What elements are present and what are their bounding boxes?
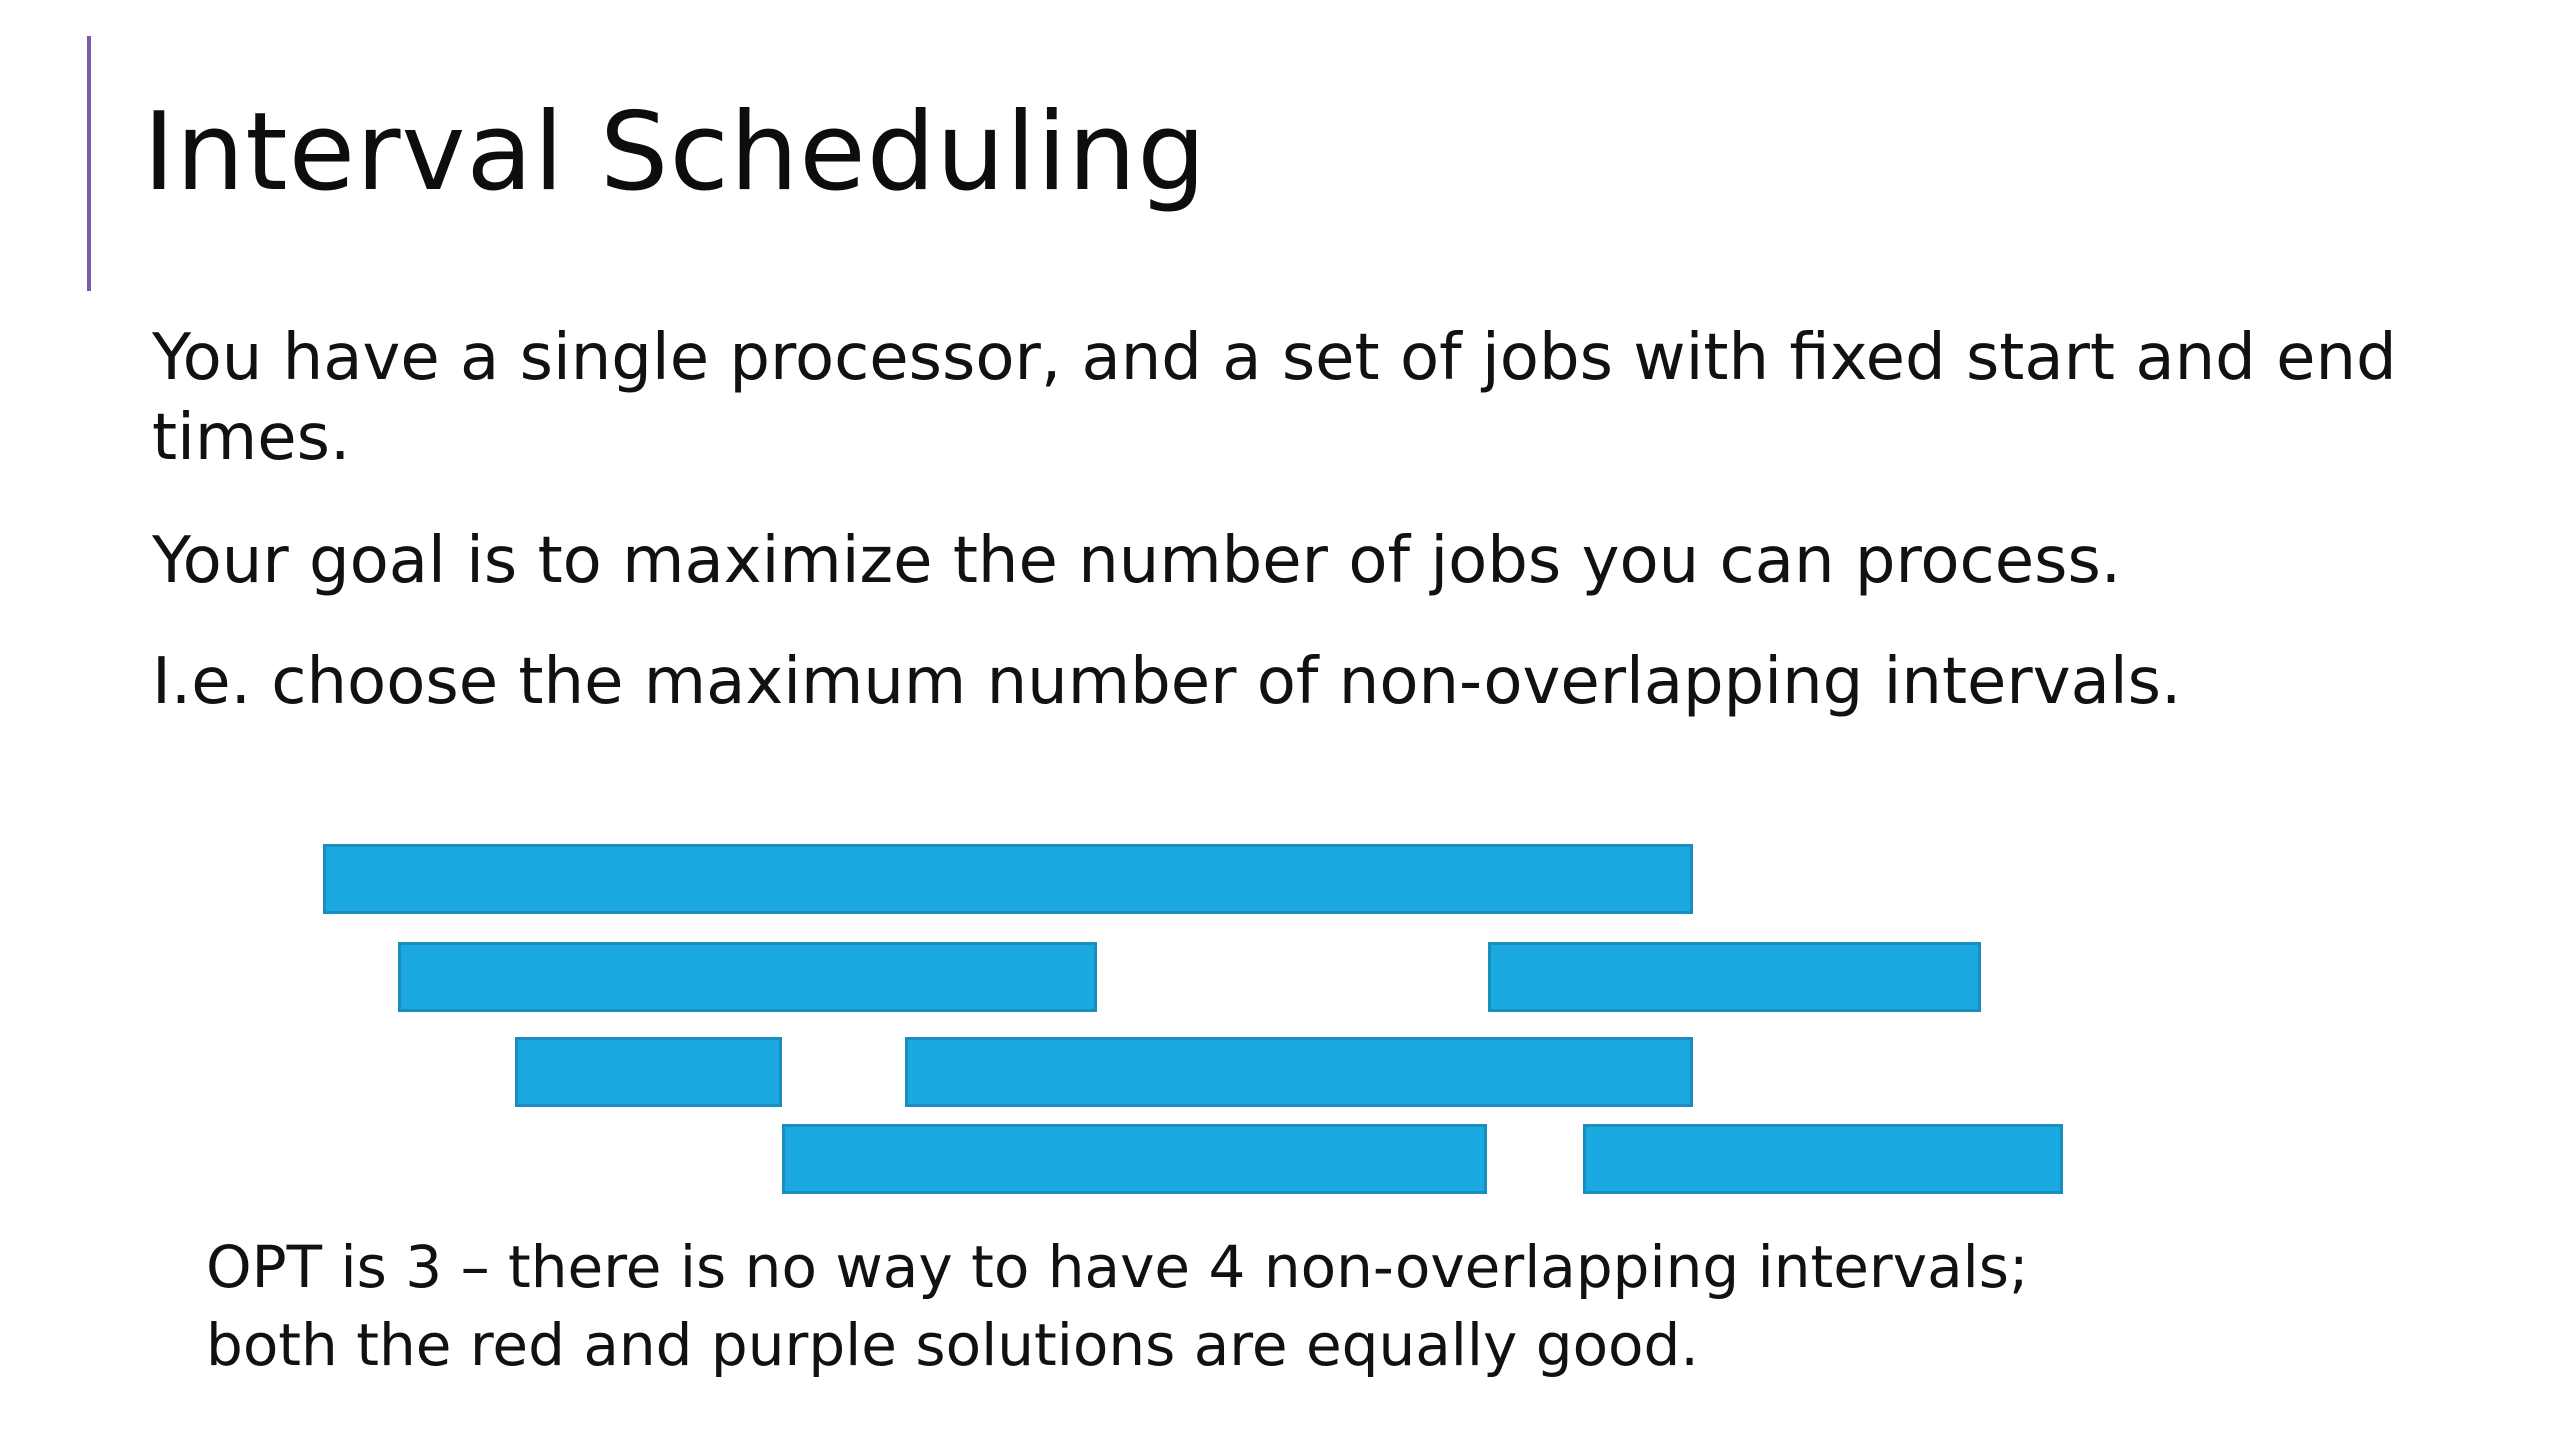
paragraph-processor: You have a single processor, and a set of jobs with fixed start and end times. (152, 321, 2397, 475)
paragraph-ie: I.e. choose the maximum number of non-overlapping intervals. (152, 645, 2182, 719)
interval-bar (782, 1124, 1488, 1194)
interval-bar (905, 1037, 1693, 1107)
title-accent-bar (87, 36, 91, 291)
caption-line-1: OPT is 3 – there is no way to have 4 non-overlapping intervals; (206, 1233, 2029, 1301)
caption-line-2: both the red and purple solutions are equally good. (206, 1311, 1699, 1379)
interval-bar (1583, 1124, 2063, 1194)
paragraph-goal: Your goal is to maximize the number of jobs you can process. (152, 524, 2122, 598)
interval-bar (515, 1037, 782, 1107)
interval-bar (398, 942, 1097, 1012)
caption (206, 1228, 2306, 1384)
slide-title: Interval Scheduling (143, 90, 1207, 215)
interval-bar (323, 844, 1693, 914)
interval-bar (1488, 942, 1981, 1012)
